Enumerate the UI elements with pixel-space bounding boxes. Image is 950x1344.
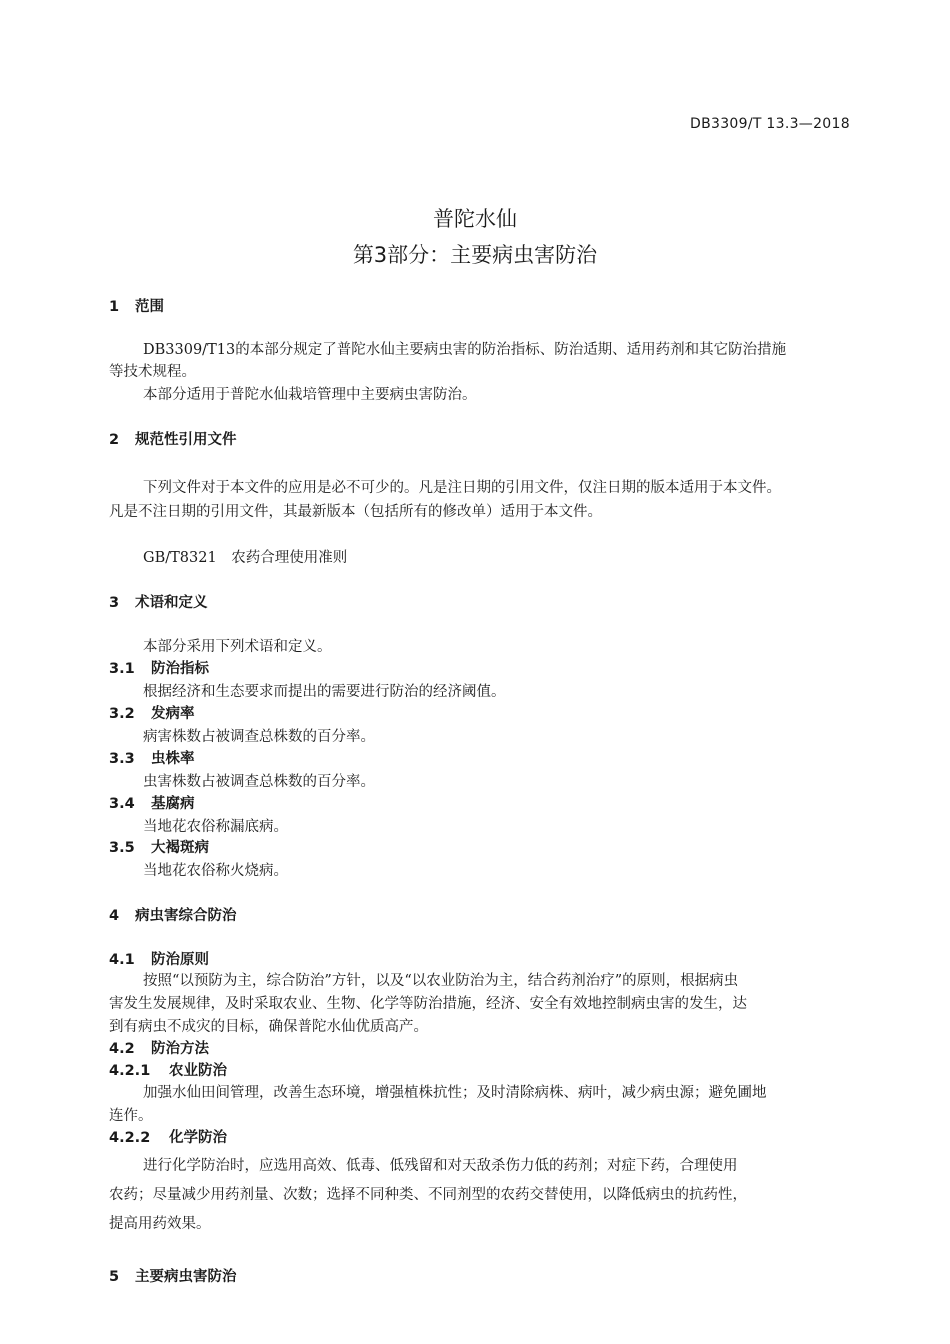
paragraph: 本部分适用于普陀水仙栽培管理中主要病虫害防治。 (143, 387, 477, 403)
section-number: 3 (109, 595, 120, 611)
term-heading (109, 747, 195, 768)
subsection-title: 防治方法 (151, 1041, 209, 1057)
paragraph: 提高用药效果。 (109, 1216, 211, 1232)
term-definition: 当地花农俗称漏底病。 (143, 819, 288, 835)
paragraph: 农药；尽量减少用药剂量、次数；选择不同种类、不同剂型的农药交替使用，以降低病虫的抗药性， (109, 1187, 747, 1203)
term-name: 防治指标 (151, 661, 209, 677)
term-definition: 当地花农俗称火烧病。 (143, 863, 288, 879)
paragraph: 凡是不注日期的引用文件，其最新版本（包括所有的修改单）适用于本文件。 (109, 504, 602, 520)
term-number: 3.4 (109, 796, 135, 812)
term-definition: 虫害株数占被调查总株数的百分率。 (143, 774, 375, 790)
section-1-heading (109, 295, 164, 316)
subsubsection-title: 化学防治 (169, 1130, 227, 1146)
paragraph: 进行化学防治时，应选用高效、低毒、低残留和对天敌杀伤力低的药剂；对症下药，合理使用 (143, 1158, 738, 1174)
section-title: 范围 (135, 299, 164, 315)
section-title: 术语和定义 (135, 595, 208, 611)
term-name: 发病率 (151, 706, 195, 722)
term-name: 大褐斑病 (151, 840, 209, 856)
term-number: 3.5 (109, 840, 135, 856)
paragraph: 到有病虫不成灾的目标，确保普陀水仙优质高产。 (109, 1019, 428, 1035)
document-number: DB3309/T 13.3—2018 (690, 116, 850, 132)
paragraph: DB3309/T13的本部分规定了普陀水仙主要病虫害的防治指标、防治适期、适用药剂和其它防治措施 (143, 342, 787, 358)
term-definition: 根据经济和生态要求而提出的需要进行防治的经济阈值。 (143, 684, 506, 700)
term-definition: 病害株数占被调查总株数的百分率。 (143, 729, 375, 745)
section-number: 2 (109, 432, 120, 448)
term-number: 3.2 (109, 706, 135, 722)
paragraph: 等技术规程。 (109, 364, 196, 380)
subsubsection-heading (109, 1059, 227, 1080)
section-title: 主要病虫害防治 (135, 1269, 237, 1285)
section-2-heading (109, 428, 237, 449)
subsubsection-number: 4.2.2 (109, 1130, 151, 1146)
subsection-heading (109, 948, 209, 969)
section-4-heading (109, 904, 237, 925)
normative-reference: GB/T8321 农药合理使用准则 (143, 550, 348, 566)
subsubsection-number: 4.2.1 (109, 1063, 151, 1079)
section-number: 1 (109, 299, 120, 315)
subsection-number: 4.2 (109, 1041, 135, 1057)
paragraph: 连作。 (109, 1108, 153, 1124)
paragraph: 下列文件对于本文件的应用是必不可少的。凡是注日期的引用文件，仅注日期的版本适用于本文件。 (143, 480, 781, 496)
subsubsection-heading (109, 1126, 227, 1147)
subsection-number: 4.1 (109, 952, 135, 968)
term-heading (109, 792, 195, 813)
term-heading (109, 836, 209, 857)
section-title: 规范性引用文件 (135, 432, 237, 448)
subsection-title: 防治原则 (151, 952, 209, 968)
paragraph: 加强水仙田间管理，改善生态环境，增强植株抗性；及时清除病株、病叶，减少病虫源；避免圃地 (143, 1085, 767, 1101)
term-number: 3.3 (109, 751, 135, 767)
document-title: 普陀水仙 (433, 207, 517, 231)
term-name: 虫株率 (151, 751, 195, 767)
section-number: 5 (109, 1269, 120, 1285)
paragraph: 本部分采用下列术语和定义。 (143, 639, 332, 655)
paragraph: 害发生发展规律，及时采取农业、生物、化学等防治措施，经济、安全有效地控制病虫害的发生，达 (109, 996, 747, 1012)
term-number: 3.1 (109, 661, 135, 677)
paragraph: 按照“以预防为主，综合防治”方针，以及“以农业防治为主，结合药剂治疗”的原则，根据病虫 (143, 973, 739, 989)
subsection-heading (109, 1037, 209, 1058)
term-heading (109, 657, 209, 678)
section-number: 4 (109, 908, 120, 924)
term-heading (109, 702, 195, 723)
section-3-heading (109, 591, 208, 612)
section-title: 病虫害综合防治 (135, 908, 237, 924)
document-subtitle: 第3部分：主要病虫害防治 (352, 243, 598, 267)
term-name: 基腐病 (151, 796, 195, 812)
subsubsection-title: 农业防治 (169, 1063, 227, 1079)
section-5-heading (109, 1265, 237, 1286)
